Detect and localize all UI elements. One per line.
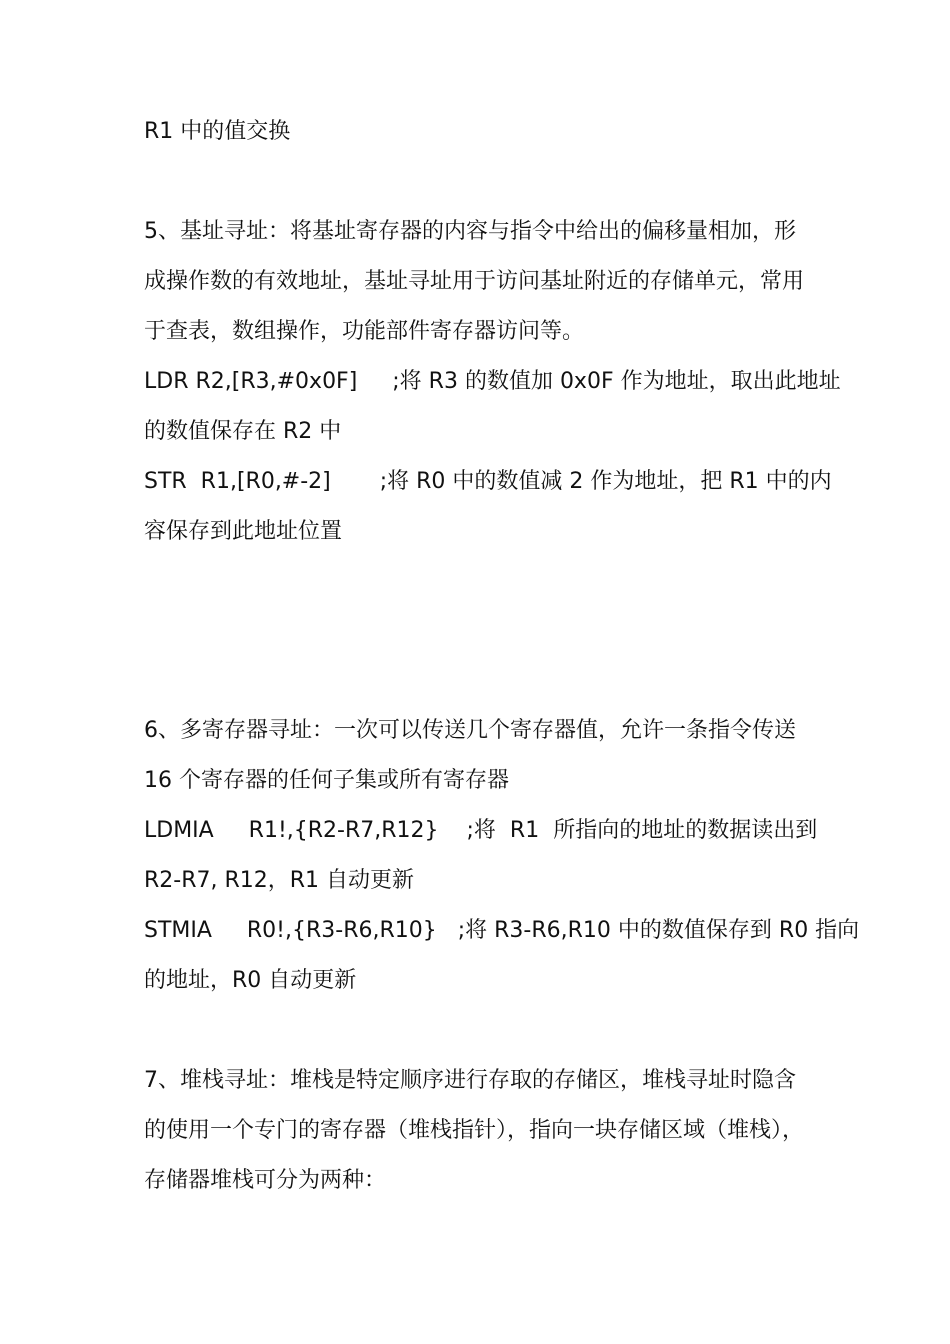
section-5-heading-line: 5、基址寻址：将基址寄存器的内容与指令中给出的偏移量相加，形 <box>144 219 796 244</box>
code-line: STMIA R0!,{R3-R6,R10} ;将 R3-R6,R10 中的数值保存到 R0 指向 <box>144 918 860 943</box>
text-line: 的地址，R0 自动更新 <box>144 968 357 993</box>
code-line: LDMIA R1!,{R2-R7,R12} ;将 R1 所指向的地址的数据读出到 <box>144 818 818 843</box>
section-7-heading-line: 7、堆栈寻址：堆栈是特定顺序进行存取的存储区，堆栈寻址时隐含 <box>144 1068 796 1093</box>
text-line: R1 中的值交换 <box>144 119 291 144</box>
text-line: 于查表，数组操作，功能部件寄存器访问等。 <box>144 319 585 344</box>
text-line: R2-R7, R12，R1 自动更新 <box>144 868 415 893</box>
text-line: 容保存到此地址位置 <box>144 519 343 544</box>
code-line: STR R1,[R0,#-2] ;将 R0 中的数值减 2 作为地址，把 R1 中的内 <box>144 469 832 494</box>
text-line: 成操作数的有效地址，基址寻址用于访问基址附近的存储单元，常用 <box>144 269 805 294</box>
text-line: 存储器堆栈可分为两种： <box>144 1168 387 1193</box>
code-line: LDR R2,[R3,#0x0F] ;将 R3 的数值加 0x0F 作为地址，取出此地址 <box>144 369 841 394</box>
text-line: 16 个寄存器的任何子集或所有寄存器 <box>144 768 509 793</box>
text-line: 的使用一个专门的寄存器（堆栈指针），指向一块存储区域（堆栈）， <box>144 1118 805 1143</box>
section-6-heading-line: 6、多寄存器寻址：一次可以传送几个寄存器值，允许一条指令传送 <box>144 718 796 743</box>
text-line: 的数值保存在 R2 中 <box>144 419 342 444</box>
